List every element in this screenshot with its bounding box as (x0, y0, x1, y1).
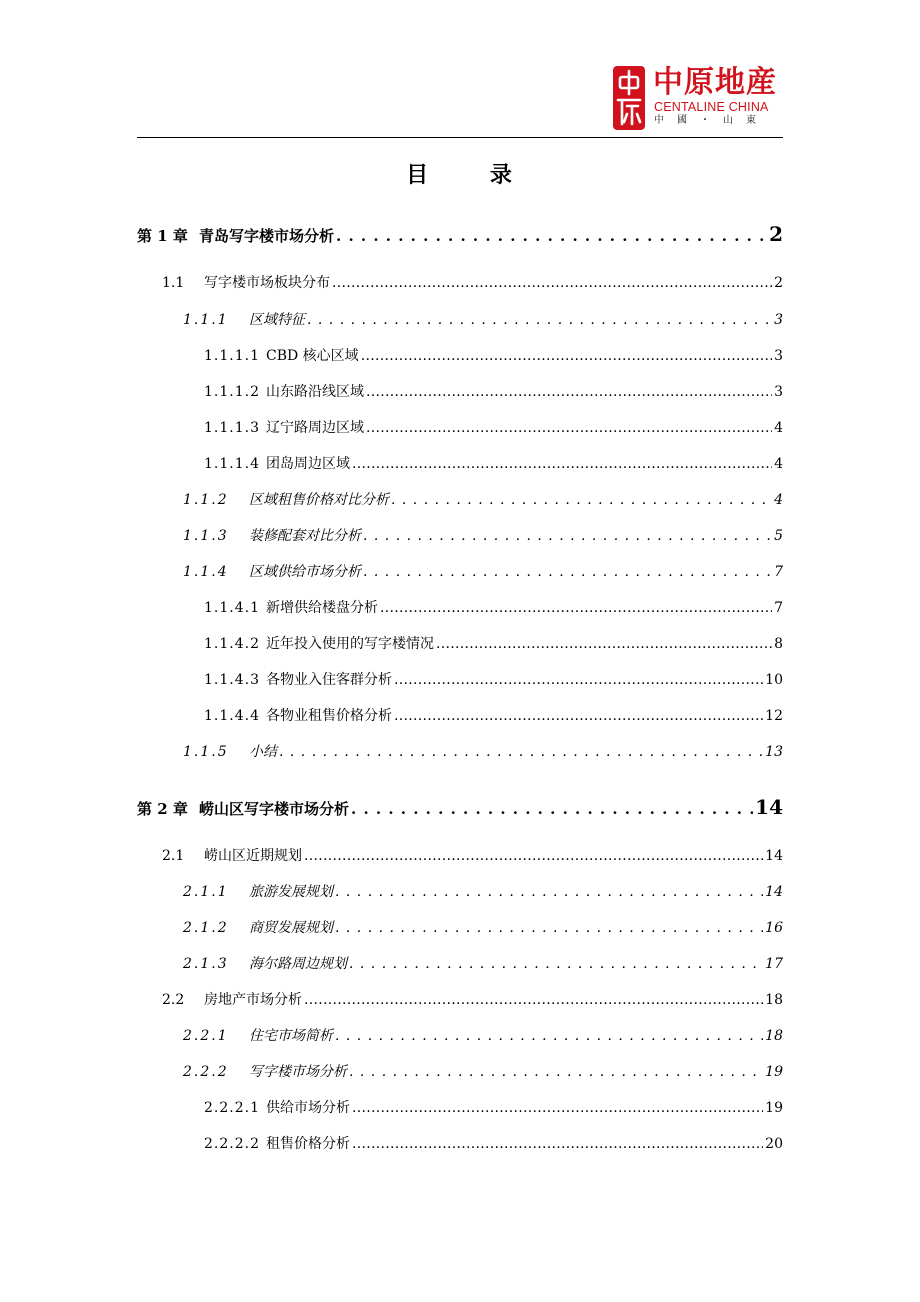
toc-page-number: 19 (765, 1100, 783, 1116)
toc-leader-dots (361, 348, 772, 364)
toc-entry-title: 区域租售价格对比分析 (249, 492, 389, 508)
toc-page-number: 2 (774, 275, 783, 291)
toc-leader-dots (366, 384, 772, 400)
toc-entry[interactable] (137, 669, 783, 689)
toc-entry-title: 各物业入住客群分析 (266, 672, 392, 688)
toc-page-number: 10 (765, 672, 783, 688)
toc-page-number: 19 (765, 1064, 783, 1080)
logo-region: 中國・山東 (654, 115, 769, 126)
toc-entry[interactable] (137, 417, 783, 437)
toc-entry-number: 第 2 章 (137, 800, 188, 818)
toc-leader-dots (352, 456, 772, 472)
toc-entry-title: 各物业租售价格分析 (266, 708, 392, 724)
toc-entry-title: 新增供给楼盘分析 (266, 600, 378, 616)
toc-entry[interactable] (137, 525, 783, 545)
toc-entry-number: 2.2.2.2 (204, 1136, 260, 1152)
toc-page-number: 4 (774, 456, 783, 472)
toc-entry-title: 旅游发展规划 (249, 884, 333, 900)
toc-entry-number: 1.1.1.1 (204, 348, 260, 364)
toc-entry-number: 1.1.4.4 (204, 708, 260, 724)
toc-page-number: 17 (765, 956, 783, 972)
toc-entry-title: 崂山区近期规划 (204, 848, 302, 864)
toc-page-number: 2 (769, 222, 783, 246)
toc-leader-dots (349, 956, 763, 972)
toc-leader-dots (304, 848, 763, 864)
toc-entry[interactable] (137, 272, 783, 292)
toc-entry-title: 住宅市场简析 (249, 1028, 333, 1044)
toc-entry-number: 1.1.1.2 (204, 384, 260, 400)
toc-entry-title: CBD 核心区域 (266, 348, 359, 364)
toc-entry-title: 区域供给市场分析 (249, 564, 361, 580)
toc-page-number: 3 (774, 384, 783, 400)
toc-entry-title: 崂山区写字楼市场分析 (199, 800, 350, 818)
toc-entry-number: 1.1.3 (183, 528, 229, 544)
toc-leader-dots (363, 528, 772, 544)
toc-entry[interactable] (137, 1061, 783, 1081)
toc-leader-dots (436, 636, 772, 652)
logo-english-name: CENTALINE CHINA (654, 100, 769, 114)
toc-leader-dots (394, 672, 763, 688)
toc-entry[interactable] (137, 989, 783, 1009)
toc-entry-number: 1.1.4.1 (204, 600, 260, 616)
toc-entry-title: 山东路沿线区域 (266, 384, 364, 400)
toc-entry-title: 房地产市场分析 (204, 992, 302, 1008)
toc-entry-title: 团岛周边区域 (266, 456, 350, 472)
toc-entry-number: 1.1 (162, 275, 185, 291)
toc-entry-title: 写字楼市场板块分布 (204, 275, 330, 291)
toc-title: 目 录 (406, 162, 514, 188)
toc-entry-number: 2.1.2 (183, 920, 229, 936)
toc-entry[interactable] (137, 381, 783, 401)
toc-entry-title: 小结 (249, 744, 277, 760)
toc-leader-dots (349, 1064, 763, 1080)
toc-entry[interactable] (137, 633, 783, 653)
toc-entry[interactable] (137, 795, 783, 819)
toc-entry-number: 第 1 章 (137, 227, 188, 245)
toc-entry[interactable] (137, 881, 783, 901)
toc-page-number: 5 (774, 528, 783, 544)
toc-page-number: 14 (765, 848, 783, 864)
toc-entry[interactable] (137, 741, 783, 761)
company-logo (613, 66, 783, 132)
toc-leader-dots (352, 1100, 763, 1116)
toc-leader-dots (335, 920, 763, 936)
toc-entry[interactable] (137, 345, 783, 365)
toc-entry[interactable] (137, 561, 783, 581)
header-divider (137, 137, 783, 138)
toc-page-number: 4 (774, 492, 783, 508)
toc-leader-dots (335, 1028, 763, 1044)
toc-entry-number: 1.1.4.3 (204, 672, 260, 688)
toc-page-number: 14 (755, 795, 783, 819)
toc-page-number: 14 (765, 884, 783, 900)
toc-entry-number: 2.2.2.1 (204, 1100, 260, 1116)
toc-entry-title: 近年投入使用的写字楼情况 (266, 636, 434, 652)
toc-page-number: 4 (774, 420, 783, 436)
toc-leader-dots (366, 420, 772, 436)
toc-entry[interactable] (137, 1025, 783, 1045)
toc-leader-dots (351, 800, 753, 818)
toc-entry-number: 1.1.5 (183, 744, 229, 760)
toc-leader-dots (363, 564, 772, 580)
toc-entry[interactable] (137, 705, 783, 725)
toc-entry-number: 1.1.1.3 (204, 420, 260, 436)
toc-entry-title: 区域特征 (249, 312, 305, 328)
toc-entry[interactable] (137, 1133, 783, 1153)
toc-entry-title: 写字楼市场分析 (249, 1064, 347, 1080)
toc-entry-title: 供给市场分析 (266, 1100, 350, 1116)
toc-entry[interactable] (137, 845, 783, 865)
toc-entry-number: 1.1.1.4 (204, 456, 260, 472)
toc-page-number: 16 (765, 920, 783, 936)
toc-entry-title: 青岛写字楼市场分析 (199, 227, 335, 245)
toc-entry-number: 1.1.4 (183, 564, 229, 580)
toc-leader-dots (279, 744, 763, 760)
toc-entry-title: 海尔路周边规划 (249, 956, 347, 972)
toc-page-number: 7 (774, 600, 783, 616)
toc-leader-dots (307, 312, 772, 328)
toc-page-number: 8 (774, 636, 783, 652)
toc-entry-title: 装修配套对比分析 (249, 528, 361, 544)
toc-entry-number: 2.1.1 (183, 884, 229, 900)
toc-entry-number: 1.1.2 (183, 492, 229, 508)
toc-entry[interactable] (137, 489, 783, 509)
toc-entry-number: 2.2.2 (183, 1064, 229, 1080)
toc-entry-number: 2.2 (162, 992, 185, 1008)
toc-entry-title: 租售价格分析 (266, 1136, 350, 1152)
centaline-emblem-icon (613, 66, 645, 130)
toc-entry-number: 2.2.1 (183, 1028, 229, 1044)
toc-page-number: 3 (774, 348, 783, 364)
toc-leader-dots (336, 227, 767, 245)
toc-page-number: 13 (765, 744, 783, 760)
toc-leader-dots (352, 1136, 763, 1152)
toc-page-number: 3 (774, 312, 783, 328)
toc-leader-dots (304, 992, 763, 1008)
toc-entry[interactable] (137, 597, 783, 617)
toc-entry[interactable] (137, 222, 783, 246)
toc-entry[interactable] (137, 1097, 783, 1117)
toc-leader-dots (335, 884, 763, 900)
toc-entry-number: 1.1.1 (183, 312, 229, 328)
toc-leader-dots (394, 708, 763, 724)
toc-entry[interactable] (137, 309, 783, 329)
toc-entry-number: 2.1 (162, 848, 185, 864)
logo-chinese-name: 中原地産 (653, 65, 777, 100)
toc-leader-dots (332, 275, 772, 291)
toc-page-number: 18 (765, 992, 783, 1008)
toc-leader-dots (380, 600, 772, 616)
toc-entry[interactable] (137, 953, 783, 973)
toc-page-number: 18 (765, 1028, 783, 1044)
toc-entry-number: 2.1.3 (183, 956, 229, 972)
toc-entry[interactable] (137, 917, 783, 937)
toc-entry-number: 1.1.4.2 (204, 636, 260, 652)
toc-page-number: 7 (774, 564, 783, 580)
toc-entry-title: 辽宁路周边区域 (266, 420, 364, 436)
toc-entry-title: 商贸发展规划 (249, 920, 333, 936)
toc-page-number: 20 (765, 1136, 783, 1152)
toc-page-number: 12 (765, 708, 783, 724)
toc-entry[interactable] (137, 453, 783, 473)
toc-leader-dots (391, 492, 772, 508)
